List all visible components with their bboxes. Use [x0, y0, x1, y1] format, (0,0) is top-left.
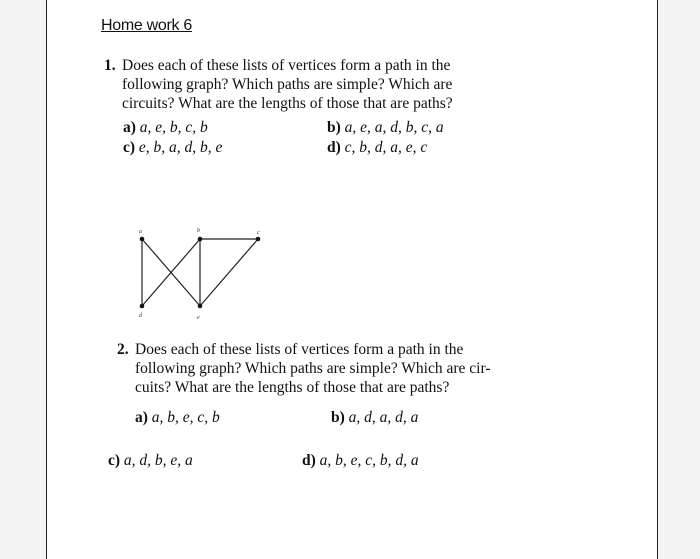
- edge-c-e: [200, 239, 258, 306]
- vertex-a: [140, 237, 145, 242]
- q1-option-c: c) e, b, a, d, b, e: [123, 139, 223, 156]
- vertex-label-c: c: [257, 230, 260, 236]
- q1-option-a: a) a, e, b, c, b: [123, 119, 208, 136]
- question-2-line: cuits? What are the lengths of those that are paths?: [135, 379, 450, 396]
- question-2-line: Does each of these lists of vertices form a path in the: [135, 341, 464, 358]
- vertex-label-b: b: [197, 228, 200, 234]
- q2-option-a: a) a, b, e, c, b: [135, 409, 220, 426]
- question-2-number: 2.: [117, 341, 129, 358]
- question-2-text: [135, 340, 491, 397]
- q1-option-d: d) c, b, d, a, e, c: [327, 139, 428, 156]
- q2-option-b: b) a, d, a, d, a: [331, 409, 419, 426]
- question-1-line: Does each of these lists of vertices form a path in the: [122, 57, 451, 74]
- vertex-label-e: e: [197, 315, 200, 321]
- question-2-line: following graph? Which paths are simple? Which are cir-: [135, 360, 491, 377]
- question-1-line: circuits? What are the lengths of those that are paths?: [122, 95, 453, 112]
- vertex-b: [198, 237, 203, 242]
- q2-option-c: c) a, d, b, e, a: [108, 452, 193, 469]
- question-1: [104, 56, 524, 116]
- question-2: [117, 340, 537, 400]
- question-1-number: 1.: [104, 57, 116, 74]
- homework-title: Home work 6: [101, 17, 192, 34]
- vertex-e: [198, 304, 203, 309]
- vertex-c: [256, 237, 261, 242]
- question-1-text: [122, 56, 453, 113]
- graph-figure: [120, 220, 270, 325]
- question-1-line: following graph? Which paths are simple? Which are: [122, 76, 453, 93]
- vertex-label-d: d: [139, 313, 142, 319]
- q1-option-b: b) a, e, a, d, b, c, a: [327, 119, 444, 136]
- q2-option-d: d) a, b, e, c, b, d, a: [302, 452, 419, 469]
- vertex-d: [140, 304, 145, 309]
- vertex-label-a: a: [139, 229, 142, 235]
